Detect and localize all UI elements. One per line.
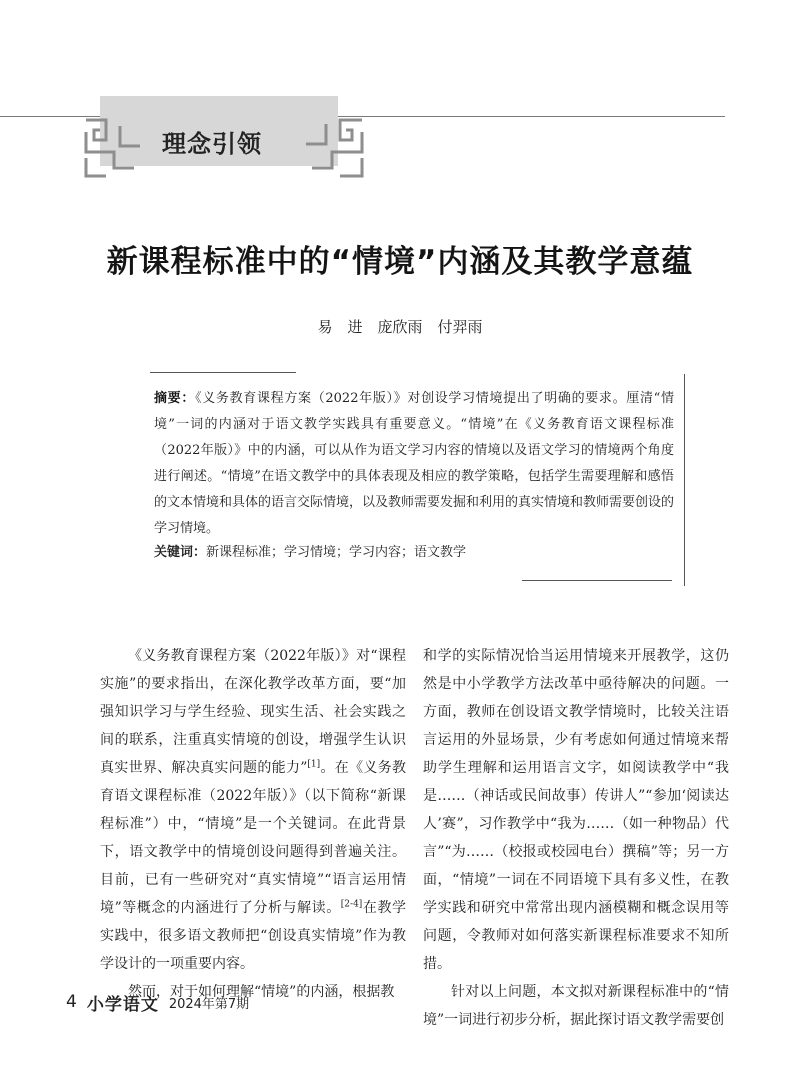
article-title: 新课程标准中的“情境”内涵及其教学意蕴 [106,244,694,280]
keywords-text: 新课程标准；学习情境；学习内容；语文教学 [206,545,467,560]
abstract-rule-top [150,372,296,373]
paragraph-text: 在教学实践中，很多语文教师把“创设真实情境”作为教学设计的一项重要内容。 [100,900,407,972]
journal-name: 小学语文 [86,994,159,1015]
page-number: 4 [66,992,77,1012]
body-column-left [100,642,406,1006]
paragraph: 和学的实际情况恰当运用情境来开展教学，这仍然是中小学教学方法改革中亟待解决的问题。一方面，教师在创设语文教学情境时，比较关注语言运用的外显场景，少有考虑如何通过情境来帮助学生理解和运用语言文字，如阅读教学中“我是……（神话或民间故事）传讲人”“参加‘阅读达人’赛”，习作教学中“我为……（如一种物品）代言”“为……（校报或校园电台）撰稿”等；另一方面，“情境”一词在不同语境下具有多义性，在教学实践和研究中常常出现内涵模糊和概念误用等问题，令教师对如何落实新课程标准要求不知所措。 [423,648,729,972]
page-footer [66,990,249,1014]
citation-ref: [1] [307,759,321,770]
fret-ornament-left-icon [84,118,146,180]
keywords-label: 关键词： [154,545,207,560]
paragraph [100,642,406,978]
paragraph: 针对以上问题，本文拟对新课程标准中的“情境”一词进行初步分析，据此探讨语文教学需要创 [423,984,729,1028]
keywords [154,542,674,564]
abstract-text: 《义务教育课程方案（2022年版）》对创设学习情境提出了明确的要求。厘清“情境”一词的内涵对于语文教学实践具有重要意义。“情境”在《义务教育语文课程标准（2022年版）》中的内涵，可以从作为语文学习内容的情境以及语文学习的情境两个角度进行阐述。“情境”在语文教学中的具体表现及相应的教学策略，包括学生需要理解和感悟的文本情境和具体的语言交际情境，以及教师需要发掘和利用的真实情境和教师需要创设的学习情境。 [154,391,675,536]
citation-ref: [2-4] [340,899,363,910]
paragraph-text: 。在《义务教育语文课程标准（2022年版）》（以下简称“新课程标准”）中，“情境”是一个关键词。在此背景下，语文教学中的情境创设问题得到普遍关注。目前，已有一些研究对“真实情境”“语言运用情境”等概念的内涵进行了分析与解读。 [100,760,406,916]
abstract-rule-right [684,374,685,586]
paragraph-text: 《义务教育课程方案（2022年版）》对“课程实施”的要求指出，在深化教学改革方面，要“加强知识学习与学生经验、现实生活、社会实践之间的联系，注重真实情境的创设，增强学生认识真实世界、解决真实问题的能力” [100,648,406,776]
issue-label: 2024年第7期 [168,996,250,1012]
abstract [154,386,674,542]
abstract-label: 摘要： [154,391,196,406]
body-column-right [423,642,729,1034]
article-authors: 易 进 庞欣雨 付羿雨 [317,318,483,336]
paragraph: 然而，对于如何理解“情境”的内涵，根据教 [128,984,395,1000]
abstract-rule-bottom [522,580,672,581]
fret-ornament-right-icon [296,118,364,180]
section-title: 理念引领 [162,130,262,158]
